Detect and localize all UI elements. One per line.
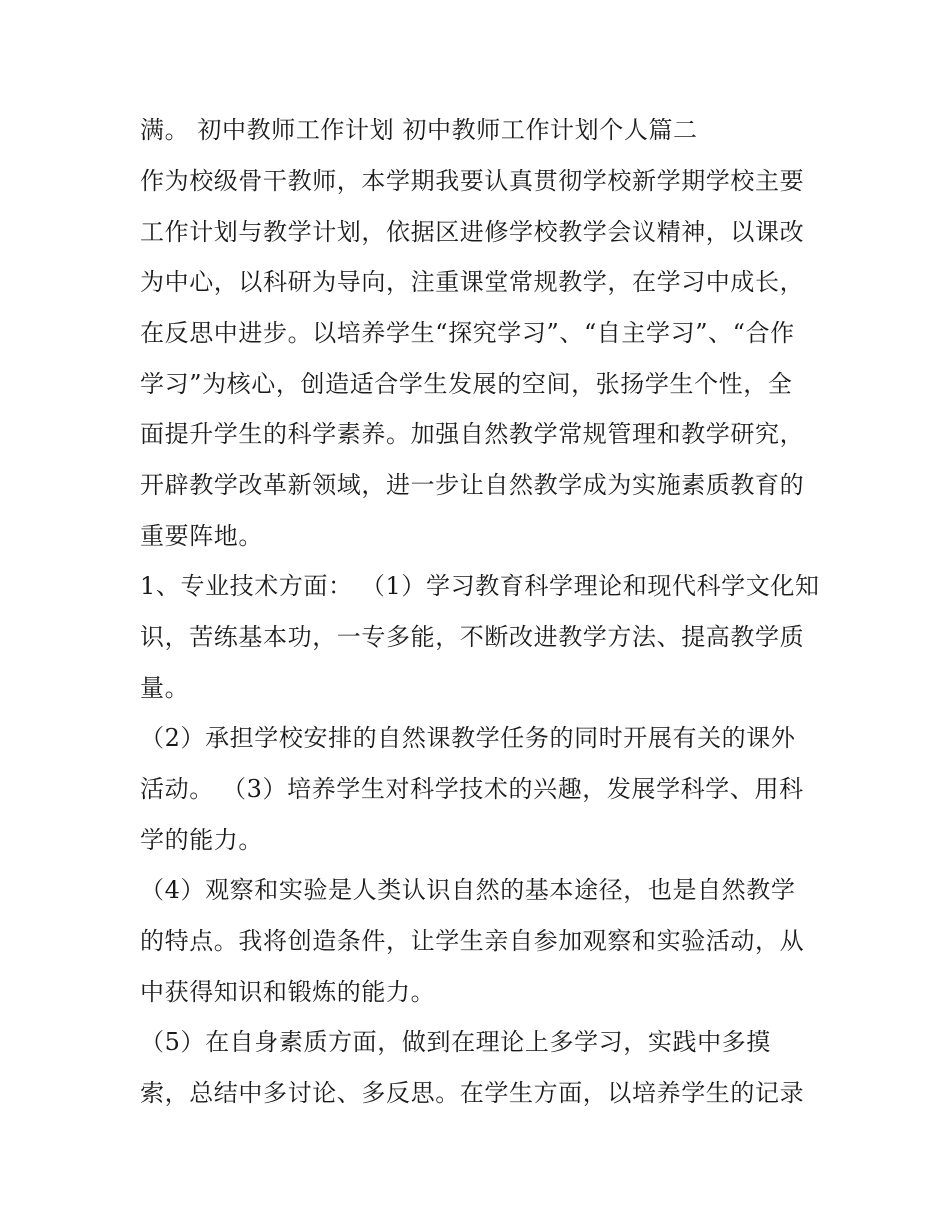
- text-line: （5）在自身素质方面，做到在理论上多学习，实践中多摸: [140, 1028, 771, 1056]
- text-line: 中获得知识和锻炼的能力。: [140, 978, 436, 1006]
- text-line: （2）承担学校安排的自然课教学任务的同时开展有关的课外: [140, 724, 796, 752]
- text-line: 量。: [140, 674, 190, 702]
- text-line: 识，苦练基本功，一专多能，不断改进教学方法、提高教学质: [140, 623, 805, 651]
- text-line: 的特点。我将创造条件，让学生亲自参加观察和实验活动，从: [140, 927, 805, 955]
- text-line: 学的能力。: [140, 826, 263, 854]
- text-line: 面提升学生的科学素养。加强自然教学常规管理和教学研究，: [140, 420, 805, 448]
- text-line: 索，总结中多讨论、多反思。在学生方面，以培养学生的记录: [140, 1079, 805, 1107]
- text-line: 开辟教学改革新领域，进一步让自然教学成为实施素质教育的: [140, 471, 805, 499]
- text-line: （4）观察和实验是人类认识自然的基本途径，也是自然教学: [140, 876, 796, 904]
- text-line: 1、专业技术方面： （1）学习教育科学理论和现代科学文化知: [140, 572, 820, 600]
- text-line: 工作计划与教学计划，依据区进修学校教学会议精神，以课改: [140, 218, 805, 246]
- text-line: 重要阵地。: [140, 522, 263, 550]
- text-line: 为中心，以科研为导向，注重课堂常规教学，在学习中成长，: [140, 268, 805, 296]
- text-line: 满。 初中教师工作计划 初中教师工作计划个人篇二: [140, 116, 698, 144]
- text-line: 作为校级骨干教师，本学期我要认真贯彻学校新学期学校主要: [140, 167, 805, 195]
- text-line: 活动。 （3）培养学生对科学技术的兴趣，发展学科学、用科: [140, 775, 804, 803]
- text-line: 在反思中进步。以培养学生“探究学习”、“自主学习”、“合作: [140, 319, 795, 347]
- text-line: 学习”为核心，创造适合学生发展的空间，张扬学生个性，全: [140, 370, 793, 398]
